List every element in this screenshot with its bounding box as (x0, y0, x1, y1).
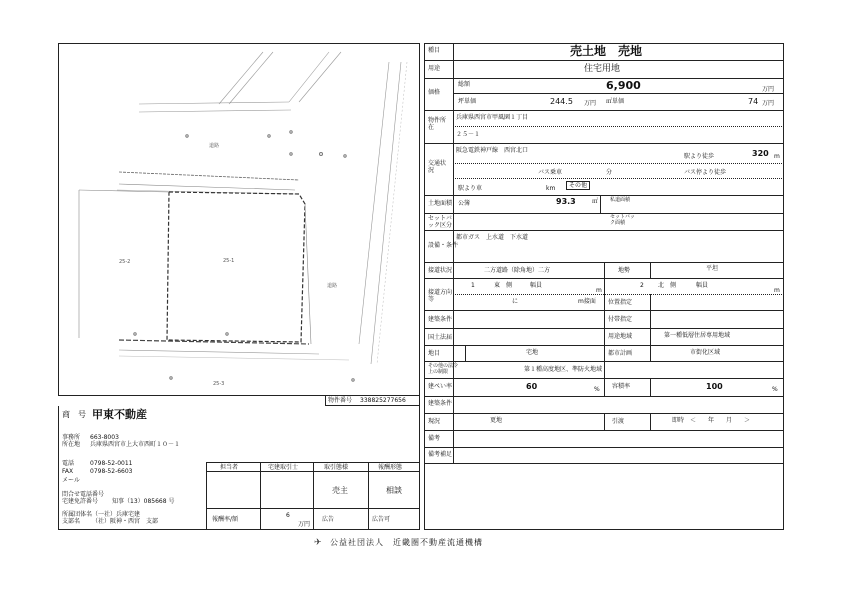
property-number-box (325, 396, 420, 406)
road-1-width-unit: m (596, 287, 602, 294)
ad-value: 広告可 (372, 516, 391, 523)
footer-logo-icon: ✈ (314, 538, 322, 548)
lot-left-label: 25-2 (119, 259, 131, 265)
map-panel (58, 43, 420, 396)
notes-supp-label: 備考補足 (428, 451, 453, 458)
setback-area-label: セットバック面積 (610, 214, 635, 226)
road-2-no: 2 (640, 282, 644, 289)
land-area-label: 土地面積 (428, 200, 453, 207)
phone: 0798-52-0011 (90, 460, 133, 467)
type-label: 種目 (428, 47, 441, 54)
road-2-width-unit: m (774, 287, 780, 294)
road-2-dir: 北 側 (658, 282, 677, 289)
fee-rate-label: 報酬率/額 (212, 516, 239, 523)
other-restrict-value: 第１種高度地区、準防火地域 (524, 366, 603, 373)
property-number-label: 物件番号 (328, 397, 353, 404)
land-area-unit: ㎡ (592, 198, 599, 205)
usage-label: 用途 (428, 65, 441, 72)
location-label: 物件所在 (428, 117, 447, 131)
land-category-value: 宅地 (526, 349, 539, 356)
road-contact-suffix: m接面 (578, 298, 596, 305)
walk-value: 320 (752, 149, 769, 158)
trade-type-label: 取引態様 (324, 464, 349, 471)
company-name: 甲東不動産 (92, 408, 147, 421)
sqm-price-unit: 万円 (762, 100, 775, 107)
current-label: 現況 (428, 418, 441, 425)
sqm-price-value: 74 (748, 97, 759, 106)
fee-rate-value: 6 (286, 512, 290, 519)
zoning-value: 第一種低層住居専用地域 (664, 332, 731, 339)
sqm-price-label: ㎡単価 (606, 98, 625, 105)
office-label: 事務所 (62, 434, 81, 441)
far-label: 容積率 (612, 383, 631, 390)
other-label: その他 (566, 181, 590, 190)
position-label: 位置指定 (608, 299, 633, 306)
road-label-b: 道路 (327, 283, 338, 289)
road-1-no: 1 (471, 282, 475, 289)
address: 兵庫県西宮市上大市西町１０－１ (90, 441, 181, 448)
road-status-label: 接道状況 (428, 267, 453, 274)
attachments-label: 付帯指定 (608, 316, 633, 323)
land-category-label: 地目 (428, 350, 441, 357)
trade-label: 宅建取引士 (268, 464, 299, 471)
price-label: 価格 (428, 89, 441, 96)
fee-rate-unit: 万円 (298, 521, 311, 528)
site-map (59, 44, 419, 395)
coverage-unit: % (594, 386, 600, 393)
footer-association: 公益社団法人 近畿圏不動産流通機構 (330, 538, 483, 547)
city-plan-value: 市街化区域 (690, 349, 721, 356)
road-dir-label: 接道方向等 (428, 289, 453, 303)
tsubo-price-value: 244.5 (550, 97, 573, 106)
company-label: 商 号 (62, 410, 86, 419)
bus-label: バス乗車 (538, 169, 563, 176)
city-plan-label: 都市計画 (608, 350, 633, 357)
road-label-a: 道路 (209, 143, 220, 149)
road-1-width-label: 幅員 (530, 282, 543, 289)
road-contact-prefix: に (512, 298, 519, 305)
far-value: 100 (706, 382, 723, 391)
lot-main-label: 25-1 (223, 258, 235, 264)
tsubo-price-unit: 万円 (584, 100, 597, 107)
road-1-dir: 東 側 (494, 282, 513, 289)
build-conditions-label: 建築条件 (428, 400, 453, 407)
mail-label: メール (62, 477, 80, 484)
current-value: 更地 (490, 417, 503, 424)
property-number: 338825277656 (360, 397, 406, 404)
location-line1: 兵庫県西宮市甲風園１丁目 (456, 114, 529, 121)
staff-label: 担当者 (220, 464, 239, 471)
branch-value: （社）阪神・西宮 支部 (92, 518, 159, 525)
location-line2: ２５－１ (456, 131, 481, 138)
coverage-value: 60 (526, 382, 538, 391)
lot-bottom-label: 25-3 (213, 381, 225, 387)
bus-unit: 分 (606, 169, 613, 176)
notes-label: 備考 (428, 435, 441, 442)
road-2-width-label: 幅員 (696, 282, 709, 289)
price-sub: 総額 (458, 81, 471, 88)
walk-label: 駅より徒歩 (684, 153, 715, 160)
building-cond-label: 建築条件 (428, 316, 453, 323)
land-area-value: 93.3 (556, 197, 576, 206)
license-label: 宅建免許番号 (62, 498, 99, 505)
handover-value: 即時 ＜ 年 月 ＞ (672, 417, 751, 424)
usage-value: 住宅用地 (584, 64, 621, 74)
org-label: 所属団体名 (62, 511, 93, 518)
address-label: 所在地 (62, 441, 81, 448)
national-land-label: 国土法届 (428, 334, 453, 341)
fee-label: 報酬形態 (378, 464, 403, 471)
org-value: （一社）兵庫宅建 (92, 511, 141, 518)
fax: 0798-52-6603 (90, 468, 133, 475)
postal-code: 663-8003 (90, 434, 119, 441)
zoning-label: 用途地域 (608, 333, 633, 340)
fax-label: FAX (62, 468, 74, 475)
terrain-label: 地勢 (618, 267, 631, 274)
ad-label: 広告 (322, 516, 335, 523)
handover-label: 引渡 (612, 418, 625, 425)
branch-label: 支部名 (62, 518, 81, 525)
phone-label: 電話 (62, 460, 75, 467)
type-value: 売土地 売地 (570, 44, 643, 58)
facilities-label: 設備・条件 (428, 242, 459, 249)
road-status-value: 二方道路（除角地）二方 (484, 267, 551, 274)
tsubo-price-label: 坪単価 (458, 98, 477, 105)
bus-walk-label: バス停より徒歩 (684, 169, 727, 176)
fee-value: 相談 (386, 486, 402, 495)
far-unit: % (772, 386, 778, 393)
km-unit: km (546, 185, 556, 192)
other-restrict-label: その他の法令上の制限 (428, 363, 459, 375)
walk-unit: m (774, 153, 780, 160)
price-unit: 万円 (762, 86, 775, 93)
land-area-type: 公簿 (458, 200, 471, 207)
setback-label: セットバック区分 (428, 215, 453, 229)
trade-type-value: 売主 (332, 486, 348, 495)
transport-label: 交通状況 (428, 160, 447, 174)
facilities-value: 都市ガス 上水道 下水道 (456, 234, 529, 241)
station: 阪急電鉄神戸線 西宮北口 (456, 147, 529, 154)
license: 知事（13）085668 号 (112, 498, 175, 505)
inquiry-label: 問合せ電話番号 (62, 491, 105, 498)
terrain-value: 平坦 (706, 265, 719, 272)
price-value: 6,900 (606, 79, 641, 92)
coverage-label: 建ぺい率 (428, 383, 453, 390)
from-station-label: 駅より車 (458, 185, 483, 192)
private-road-label: 私道面積 (610, 197, 631, 203)
